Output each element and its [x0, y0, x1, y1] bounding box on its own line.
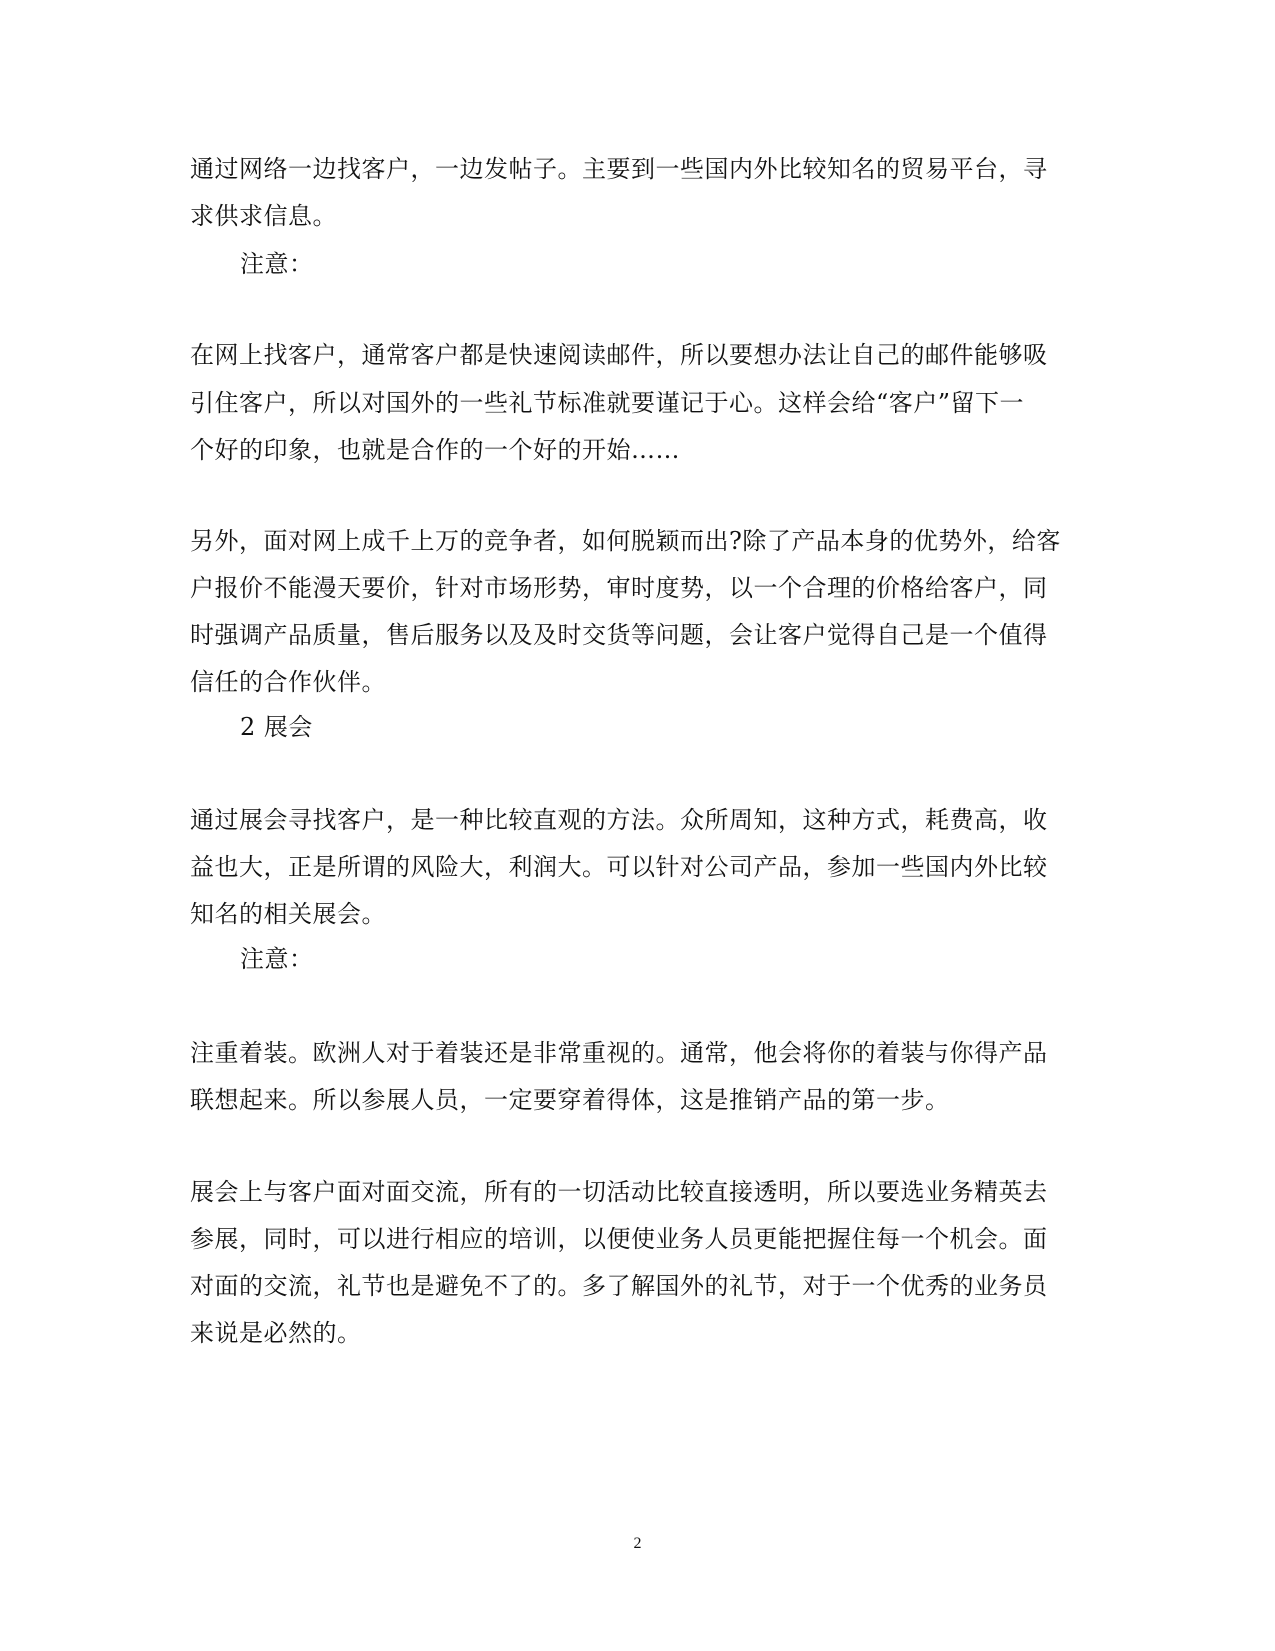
- text-line: 对面的交流，礼节也是避免不了的。多了解国外的礼节，对于一个优秀的业务员: [190, 1272, 1048, 1300]
- page-number: 2: [633, 1535, 642, 1552]
- text-line: 求供求信息。: [190, 202, 337, 230]
- text-line: 联想起来。所以参展人员，一定要穿着得体，这是推销产品的第一步。: [190, 1086, 950, 1114]
- section-heading: 2 展会: [240, 713, 313, 741]
- text-line: 户报价不能漫天要价，针对市场形势，审时度势，以一个合理的价格给客户，同: [190, 574, 1048, 602]
- text-line: 展会上与客户面对面交流，所有的一切活动比较直接透明，所以要选业务精英去: [190, 1178, 1048, 1206]
- text-line: 时强调产品质量，售后服务以及及时交货等问题，会让客户觉得自己是一个值得: [190, 621, 1048, 649]
- note-heading: 注意：: [240, 945, 314, 973]
- text-line: 在网上找客户，通常客户都是快速阅读邮件，所以要想办法让自己的邮件能够吸: [190, 341, 1048, 369]
- text-line: 另外，面对网上成千上万的竞争者，如何脱颖而出?除了产品本身的优势外，给客: [190, 527, 1061, 555]
- text-line: 益也大，正是所谓的风险大，利润大。可以针对公司产品，参加一些国内外比较: [190, 853, 1048, 881]
- note-heading: 注意：: [240, 250, 314, 278]
- text-line: 个好的印象，也就是合作的一个好的开始……: [190, 436, 680, 464]
- text-line: 来说是必然的。: [190, 1319, 362, 1347]
- text-line: 注重着装。欧洲人对于着装还是非常重视的。通常，他会将你的着装与你得产品: [190, 1039, 1048, 1067]
- text-line: 知名的相关展会。: [190, 900, 386, 928]
- text-line: 通过展会寻找客户，是一种比较直观的方法。众所周知，这种方式，耗费高，收: [190, 806, 1048, 834]
- text-line: 参展，同时，可以进行相应的培训，以便使业务人员更能把握住每一个机会。面: [190, 1225, 1048, 1253]
- text-line: 通过网络一边找客户，一边发帖子。主要到一些国内外比较知名的贸易平台，寻: [190, 155, 1048, 183]
- text-line: 引住客户，所以对国外的一些礼节标准就要谨记于心。这样会给“客户”留下一: [190, 389, 1025, 417]
- text-line: 信任的合作伙伴。: [190, 668, 386, 696]
